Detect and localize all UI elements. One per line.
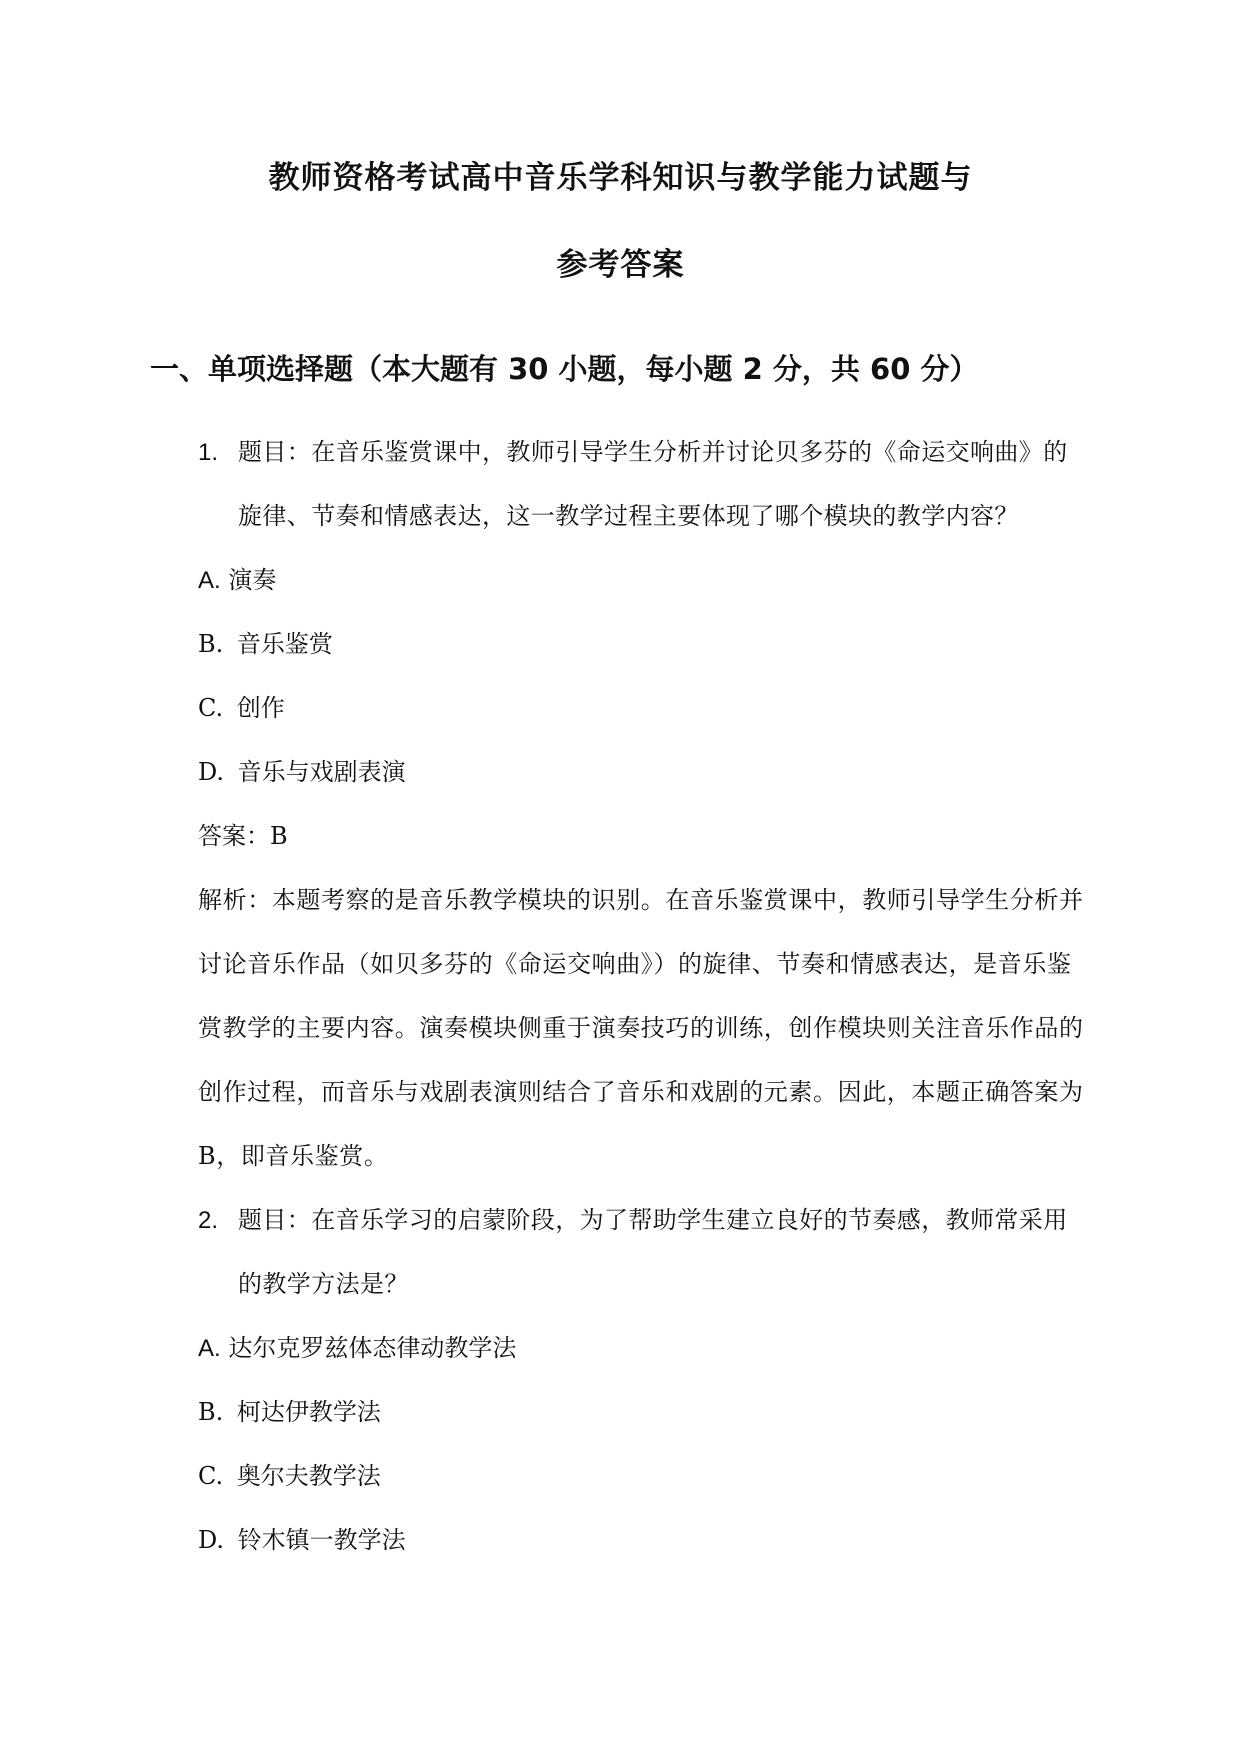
question-1-number: 1. <box>198 439 219 466</box>
question-1-option-d <box>198 756 406 788</box>
question-1-analysis-line-2: 讨论音乐作品（如贝多芬的《命运交响曲》）的旋律、节奏和情感表达，是音乐鉴 <box>198 950 1072 978</box>
question-1-analysis-line-5: B，即音乐鉴赏。 <box>198 1142 389 1170</box>
option-letter: D. <box>198 1526 225 1554</box>
question-1-text-line-2: 旋律、节奏和情感表达，这一教学过程主要体现了哪个模块的教学内容？ <box>238 502 1019 530</box>
question-1-option-a <box>198 564 276 597</box>
option-text: 铃木镇一教学法 <box>237 1526 406 1554</box>
question-2-option-a <box>198 1332 516 1365</box>
question-2-option-b <box>198 1396 381 1428</box>
section-heading: 一、单项选择题（本大题有 30 小题，每小题 2 分，共 60 分） <box>150 352 979 386</box>
option-letter: B. <box>198 630 224 658</box>
option-text: 柯达伊教学法 <box>236 1398 381 1426</box>
option-letter: A. <box>198 1335 221 1362</box>
document-title-line-1: 教师资格考试高中音乐学科知识与教学能力试题与 <box>268 160 973 196</box>
option-letter: B. <box>198 1398 224 1426</box>
option-text: 奥尔夫教学法 <box>236 1462 381 1490</box>
question-1-option-b <box>198 628 333 660</box>
question-1-answer: 答案：B <box>198 822 288 850</box>
option-text: 音乐与戏剧表演 <box>237 758 406 786</box>
document-title-line-2: 参考答案 <box>556 247 685 283</box>
option-text: 演奏 <box>228 566 277 594</box>
question-1-analysis-line-3: 赏教学的主要内容。演奏模块侧重于演奏技巧的训练，创作模块则关注音乐作品的 <box>198 1014 1084 1042</box>
option-letter: C. <box>198 694 224 722</box>
option-text: 达尔克罗兹体态律动教学法 <box>228 1334 517 1362</box>
option-text: 创作 <box>236 694 285 722</box>
option-text: 音乐鉴赏 <box>236 630 333 658</box>
question-1-analysis-line-1: 解析：本题考察的是音乐教学模块的识别。在音乐鉴赏课中，教师引导学生分析并 <box>198 886 1084 914</box>
option-letter: A. <box>198 567 221 594</box>
question-1-text-line-1: 题目：在音乐鉴赏课中，教师引导学生分析并讨论贝多芬的《命运交响曲》的 <box>238 438 1068 466</box>
question-2-text-line-1: 题目：在音乐学习的启蒙阶段，为了帮助学生建立良好的节奏感，教师常采用 <box>238 1206 1068 1234</box>
question-2-text-line-2: 的教学方法是？ <box>238 1270 409 1298</box>
question-2-option-c <box>198 1460 381 1492</box>
option-letter: C. <box>198 1462 224 1490</box>
question-2-number: 2. <box>198 1207 219 1234</box>
question-2-option-d <box>198 1524 406 1556</box>
option-letter: D. <box>198 758 225 786</box>
question-1-analysis-line-4: 创作过程，而音乐与戏剧表演则结合了音乐和戏剧的元素。因此，本题正确答案为 <box>198 1078 1084 1106</box>
question-1-option-c <box>198 692 285 724</box>
